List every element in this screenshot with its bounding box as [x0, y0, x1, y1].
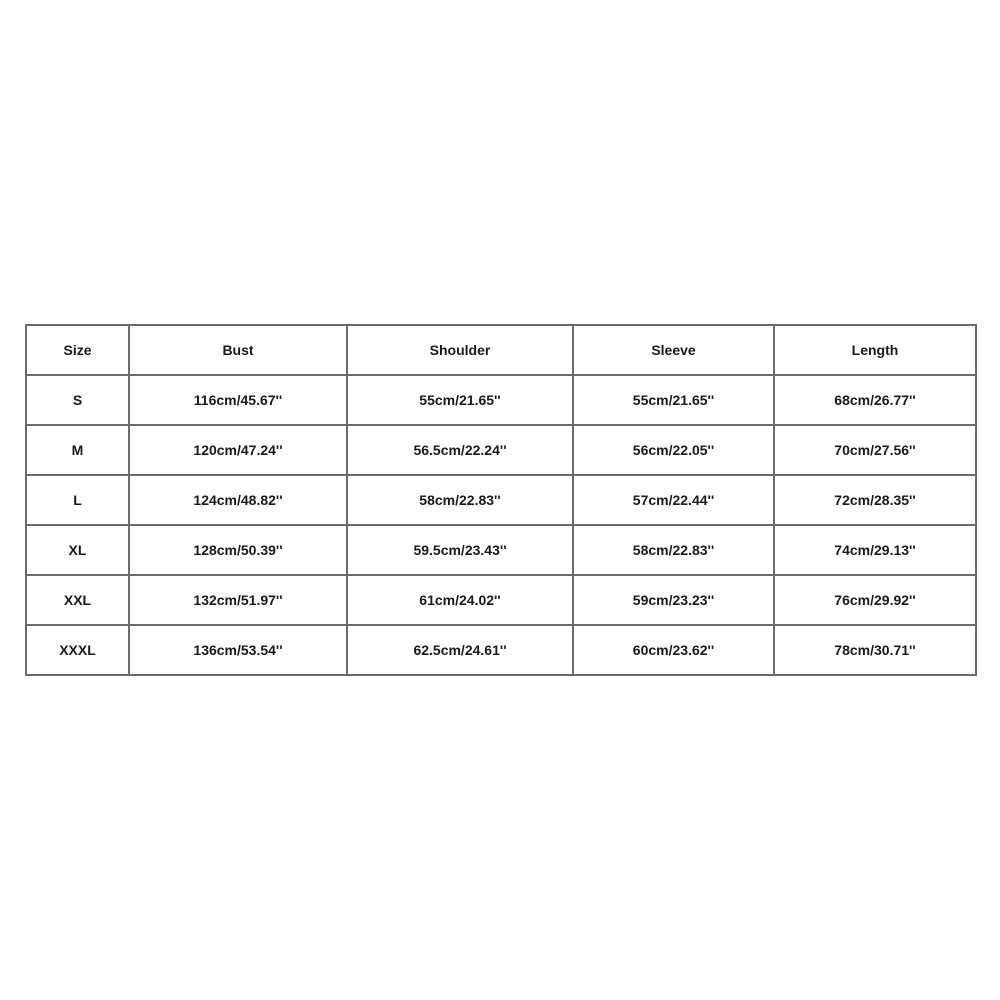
header-sleeve: Sleeve: [573, 325, 774, 375]
table-row: [26, 525, 976, 575]
cell-bust: 120cm/47.24'': [129, 425, 347, 475]
cell-shoulder: 56.5cm/22.24'': [347, 425, 573, 475]
cell-size: XL: [26, 525, 129, 575]
cell-length: 72cm/28.35'': [774, 475, 976, 525]
cell-size: XXXL: [26, 625, 129, 675]
table-row: [26, 425, 976, 475]
cell-bust: 132cm/51.97'': [129, 575, 347, 625]
cell-length: 76cm/29.92'': [774, 575, 976, 625]
cell-bust: 116cm/45.67'': [129, 375, 347, 425]
cell-size: S: [26, 375, 129, 425]
cell-shoulder: 61cm/24.02'': [347, 575, 573, 625]
cell-length: 68cm/26.77'': [774, 375, 976, 425]
cell-size: L: [26, 475, 129, 525]
table-row: [26, 625, 976, 675]
table-row: [26, 575, 976, 625]
cell-bust: 128cm/50.39'': [129, 525, 347, 575]
header-size: Size: [26, 325, 129, 375]
cell-bust: 136cm/53.54'': [129, 625, 347, 675]
cell-size: M: [26, 425, 129, 475]
cell-sleeve: 55cm/21.65'': [573, 375, 774, 425]
header-row: [26, 325, 976, 375]
cell-bust: 124cm/48.82'': [129, 475, 347, 525]
cell-size: XXL: [26, 575, 129, 625]
table-row: [26, 475, 976, 525]
cell-sleeve: 56cm/22.05'': [573, 425, 774, 475]
cell-shoulder: 62.5cm/24.61'': [347, 625, 573, 675]
header-bust: Bust: [129, 325, 347, 375]
cell-shoulder: 59.5cm/23.43'': [347, 525, 573, 575]
cell-sleeve: 59cm/23.23'': [573, 575, 774, 625]
cell-length: 70cm/27.56'': [774, 425, 976, 475]
cell-shoulder: 55cm/21.65'': [347, 375, 573, 425]
table-row: [26, 375, 976, 425]
size-chart-table: [25, 324, 977, 676]
header-length: Length: [774, 325, 976, 375]
cell-shoulder: 58cm/22.83'': [347, 475, 573, 525]
cell-sleeve: 60cm/23.62'': [573, 625, 774, 675]
cell-sleeve: 58cm/22.83'': [573, 525, 774, 575]
cell-length: 78cm/30.71'': [774, 625, 976, 675]
cell-length: 74cm/29.13'': [774, 525, 976, 575]
header-shoulder: Shoulder: [347, 325, 573, 375]
cell-sleeve: 57cm/22.44'': [573, 475, 774, 525]
